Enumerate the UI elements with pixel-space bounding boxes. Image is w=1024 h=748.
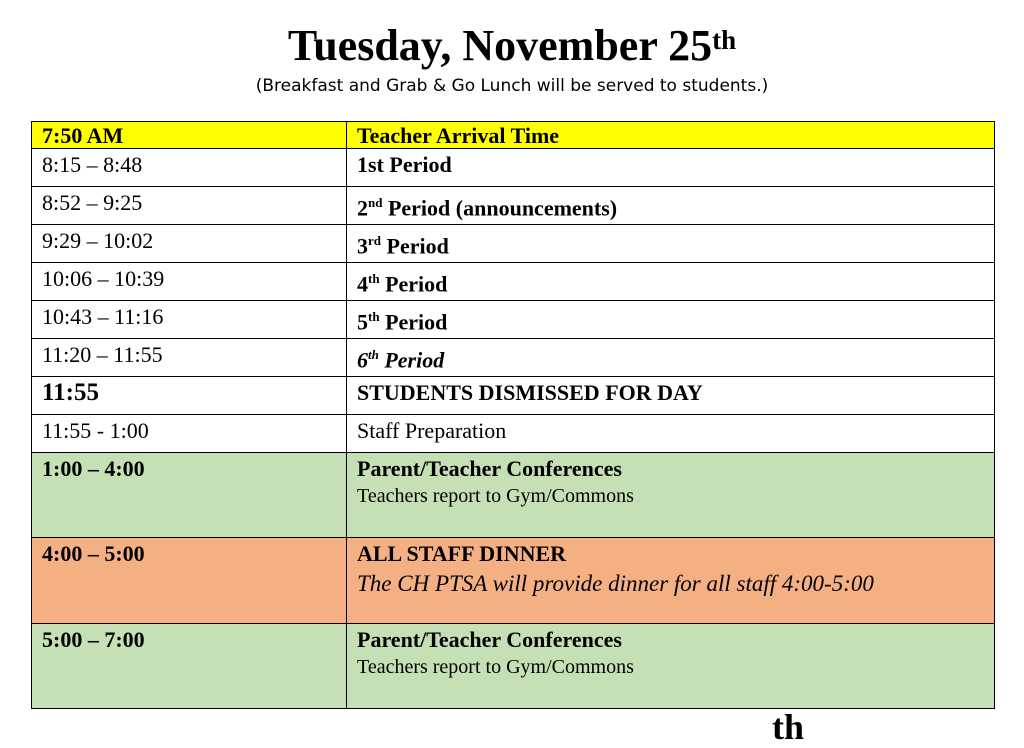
event-cell: Staff Preparation (347, 415, 995, 453)
time-cell: 5:00 – 7:00 (32, 624, 347, 709)
page-title: Tuesday, November 25th (287, 21, 737, 70)
table-row (32, 225, 995, 263)
time-cell: 10:43 – 11:16 (32, 301, 347, 339)
event-cell: 6th Period (347, 339, 995, 377)
time-cell: 9:29 – 10:02 (32, 225, 347, 263)
event-cell (347, 538, 995, 624)
event-cell: STUDENTS DISMISSED FOR DAY (347, 377, 995, 415)
time-cell: 11:55 - 1:00 (32, 415, 347, 453)
next-heading-fragment: th (772, 707, 805, 747)
time-cell: 8:52 – 9:25 (32, 187, 347, 225)
event-cell (347, 624, 995, 709)
schedule-table (31, 121, 995, 709)
table-row (32, 263, 995, 301)
table-row (32, 122, 995, 149)
event-cell: Teacher Arrival Time (347, 122, 995, 149)
time-cell: 11:20 – 11:55 (32, 339, 347, 377)
event-cell (347, 453, 995, 538)
time-cell: 10:06 – 10:39 (32, 263, 347, 301)
time-cell: 7:50 AM (32, 122, 347, 149)
table-row (32, 453, 995, 538)
table-row (32, 624, 995, 709)
event-cell: 1st Period (347, 149, 995, 187)
event-title: ALL STAFF DINNER (357, 541, 567, 566)
table-row (32, 301, 995, 339)
event-detail: Teachers report to Gym/Commons (357, 485, 634, 507)
event-cell: 3rd Period (347, 225, 995, 263)
event-title: Parent/Teacher Conferences (357, 456, 622, 481)
page-subtitle: (Breakfast and Grab & Go Lunch will be served to students.) (255, 76, 769, 96)
table-row (32, 538, 995, 624)
time-cell: 11:55 (32, 377, 347, 415)
event-cell: 5th Period (347, 301, 995, 339)
event-cell: 4th Period (347, 263, 995, 301)
event-title: Parent/Teacher Conferences (357, 627, 622, 652)
table-row (32, 377, 995, 415)
event-detail: The CH PTSA will provide dinner for all staff 4:00-5:00 (357, 571, 874, 596)
table-row (32, 339, 995, 377)
event-detail: Teachers report to Gym/Commons (357, 656, 634, 678)
event-cell: 2nd Period (announcements) (347, 187, 995, 225)
time-cell: 1:00 – 4:00 (32, 453, 347, 538)
time-cell: 4:00 – 5:00 (32, 538, 347, 624)
time-cell: 8:15 – 8:48 (32, 149, 347, 187)
table-row (32, 415, 995, 453)
table-row (32, 187, 995, 225)
table-row (32, 149, 995, 187)
